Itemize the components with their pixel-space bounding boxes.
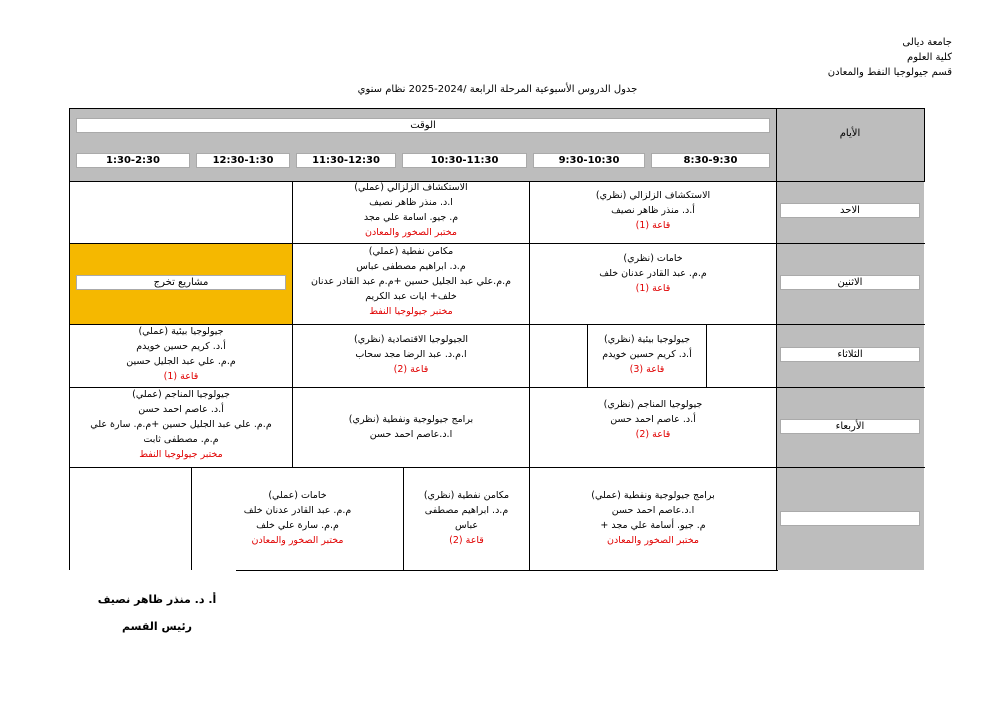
day-sunday: الاحد bbox=[780, 203, 920, 218]
wednesday-mining-geology-practical: جيولوجيا المناجم (عملي) أ.د. عاصم احمد حسن م.م. علي عبد الجليل حسين +م.م. سارة علي م.م. مصطفى ثابت مختبر جيولوجيا النفط bbox=[90, 389, 272, 460]
college-name: كلية العلوم bbox=[907, 52, 952, 63]
sunday-seismic-theory: الاستكشاف الزلزالي (نظري) أ.د. منذر ظاهر نصيف قاعة (1) bbox=[595, 190, 711, 231]
time-slot-5: 12:30-1:30 bbox=[196, 153, 290, 168]
university-name: جامعة ديالى bbox=[902, 37, 952, 48]
day-tuesday: الثلاثاء bbox=[780, 347, 920, 362]
tuesday-economic-geology-theory: الجيولوجيا الاقتصادية (نظري) ا.م.د. عبد الرضا مجد سحاب قاعة (2) bbox=[353, 334, 468, 375]
time-header: الوقت bbox=[76, 118, 770, 133]
signature-name: أ. د. منذر ظاهر نصيف bbox=[97, 593, 217, 606]
time-slot-1: 8:30-9:30 bbox=[651, 153, 770, 168]
day-wednesday: الأربعاء bbox=[780, 419, 920, 434]
days-header: الأيام bbox=[839, 128, 861, 139]
monday-ores-theory: خامات (نظري) م.م. عبد القادر عدنان خلف قاعة (1) bbox=[599, 253, 707, 294]
time-slot-2: 9:30-10:30 bbox=[533, 153, 645, 168]
page-title: جدول الدروس الأسبوعية المرحلة الرابعة /2024-2025 نظام سنوي bbox=[357, 84, 638, 95]
wednesday-software-theory: برامج جيولوجية ونفطية (نظري) ا.د.عاصم احمد حسن bbox=[348, 414, 474, 440]
signature-role: رئيس القسم bbox=[122, 620, 192, 633]
time-slot-4: 11:30-12:30 bbox=[296, 153, 396, 168]
time-slot-6: 1:30-2:30 bbox=[76, 153, 190, 168]
graduation-projects: مشاريع تخرج bbox=[76, 275, 286, 290]
tuesday-env-geology-theory: جيولوجيا بيئية (نظري) أ.د. كريم حسين خويدم قاعة (3) bbox=[602, 334, 692, 375]
department-name: قسم جيولوجيا النفط والمعادن bbox=[827, 67, 952, 78]
thursday-ores-practical: خامات (عملي) م.م. عبد القادر عدنان خلف م.م. سارة علي خلف مختبر الصخور والمعادن bbox=[243, 490, 352, 546]
days-header-bg bbox=[776, 109, 924, 181]
time-slot-3: 10:30-11:30 bbox=[402, 153, 527, 168]
tuesday-env-geology-practical: جيولوجيا بيئية (عملي) أ.د. كريم حسين خويدم م.م. علي عبد الجليل حسين قاعة (1) bbox=[126, 326, 236, 382]
day-thursday bbox=[780, 511, 920, 526]
thursday-reservoirs-theory: مكامن نفطية (نظري) م.د. ابراهيم مصطفى عباس قاعة (2) bbox=[423, 490, 510, 546]
day-monday: الاثنين bbox=[780, 275, 920, 290]
wednesday-mining-geology-theory: جيولوجيا المناجم (نظري) أ.د. عاصم احمد حسن قاعة (2) bbox=[603, 399, 703, 440]
monday-reservoirs-practical: مكامن نفطية (عملي) م.د. ابراهيم مصطفى عباس م.م.علي عبد الجليل حسين +م.م عبد القادر عدنان خلف+ ايات عبد الكريم مختبر جيولوجيا النفط bbox=[310, 246, 511, 317]
sunday-seismic-practical: الاستكشاف الزلزالي (عملي) ا.د. منذر ظاهر نصيف م. جيو. اسامة علي مجد مختبر الصخور والمعادن bbox=[354, 182, 468, 238]
thursday-software-practical: برامج جيولوجية ونفطية (عملي) ا.د.عاصم احمد حسن م. جيو. أسامة علي مجد + مختبر الصخور والمعادن bbox=[591, 490, 715, 546]
